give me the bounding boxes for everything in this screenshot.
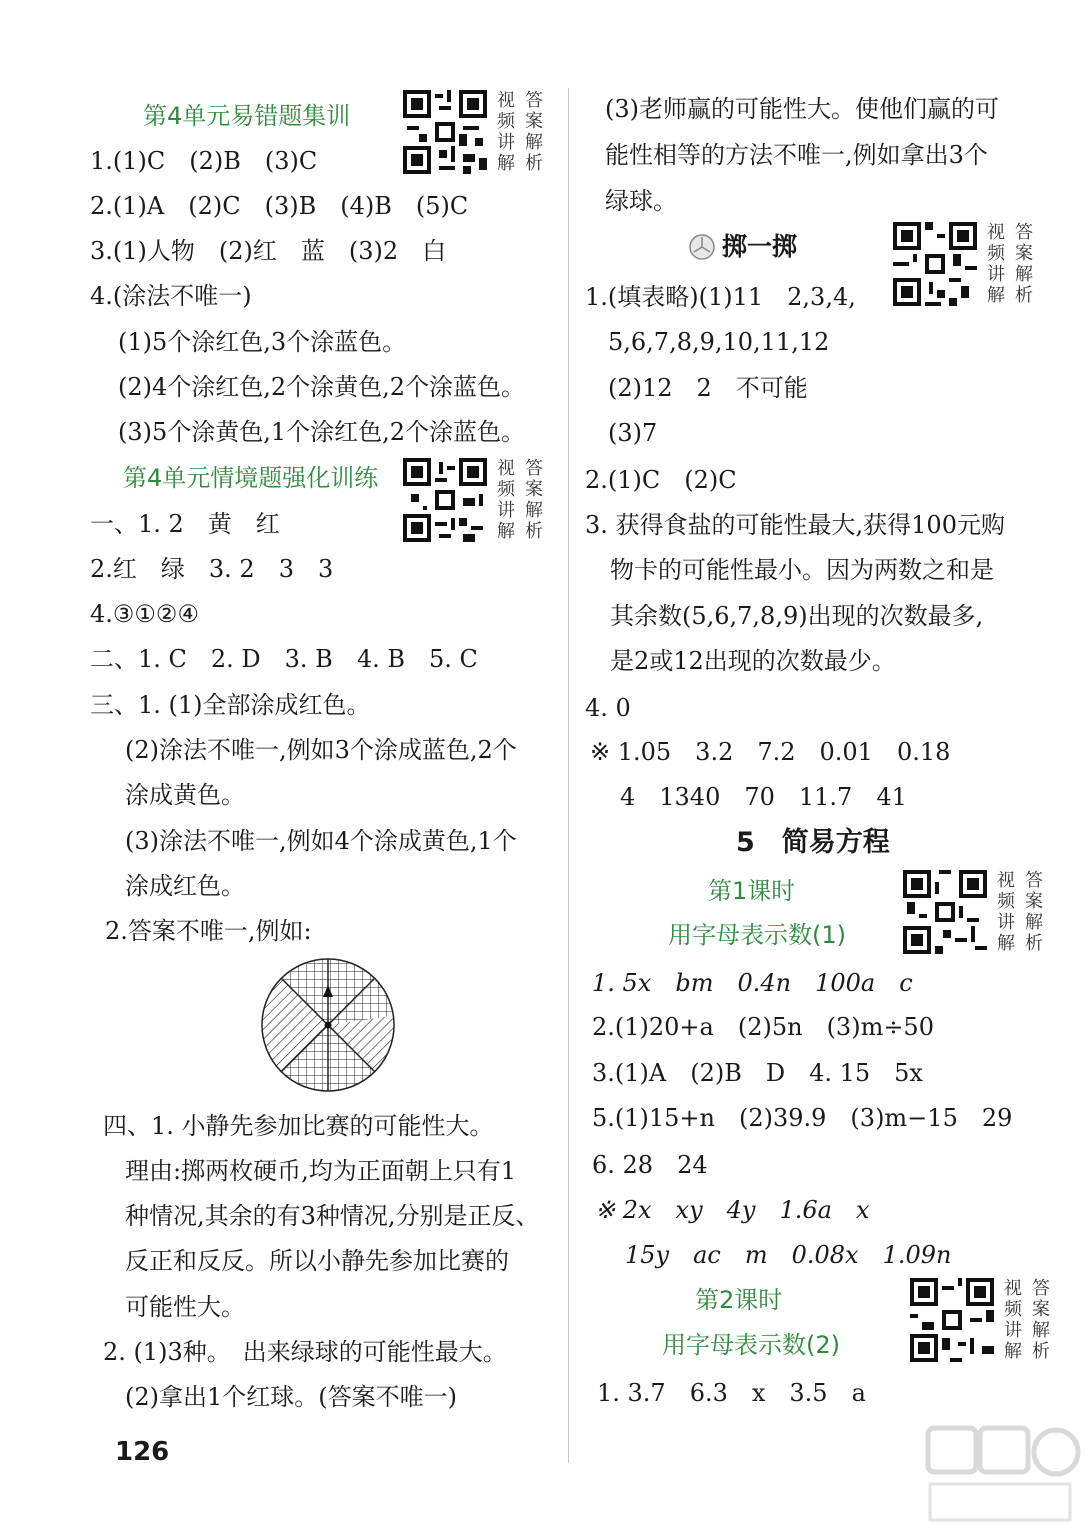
qr-code-block[interactable] bbox=[910, 1278, 1070, 1364]
section-title-scenario-drill: 第4单元情境题强化训练 bbox=[123, 464, 379, 492]
answer-line: 四、1. 小静先参加比赛的可能性大。 bbox=[103, 1112, 494, 1140]
answer-line: 三、1. (1)全部涂成红色。 bbox=[90, 691, 371, 719]
answer-line: 可能性大。 bbox=[125, 1293, 245, 1321]
answer-line: 4 1340 70 11.7 41 bbox=[620, 783, 907, 811]
answer-line: 1. 5x bm 0.4n 100a c bbox=[592, 969, 913, 997]
qr-code-icon[interactable] bbox=[403, 90, 487, 174]
qr-caption: 视 频 讲 解 答 案 解 析 bbox=[497, 458, 543, 542]
section-title-throw-dice: 掷一掷 bbox=[722, 232, 798, 261]
qr-code-block[interactable] bbox=[903, 870, 1063, 956]
answer-line: (2)拿出1个红球。(答案不唯一) bbox=[125, 1383, 457, 1411]
answer-line: 2.(1)C (2)C bbox=[585, 466, 737, 494]
answer-line: 4. 0 bbox=[585, 694, 631, 722]
answer-line: 4.③①②④ bbox=[90, 600, 199, 628]
qr-caption: 视 频 讲 解 答 案 解 析 bbox=[1004, 1278, 1050, 1362]
answer-line: 4.(涂法不唯一) bbox=[90, 282, 252, 310]
answer-line: (3)老师赢的可能性大。使他们赢的可 bbox=[605, 95, 999, 123]
answer-line: ※ 2x xy 4y 1.6a x bbox=[595, 1196, 870, 1224]
answer-line: 1. 3.7 6.3 x 3.5 a bbox=[597, 1379, 866, 1407]
answer-line: (2)涂法不唯一,例如3个涂成蓝色,2个 bbox=[125, 736, 517, 764]
chapter-title: 5 简易方程 bbox=[736, 827, 890, 858]
column-divider bbox=[568, 88, 569, 1463]
watermark-logo bbox=[918, 1420, 1083, 1530]
qr-code-icon[interactable] bbox=[903, 870, 987, 954]
answer-line: 1.(1)C (2)B (3)C bbox=[90, 147, 318, 175]
answer-line: 2.(1)A (2)C (3)B (4)B (5)C bbox=[90, 192, 469, 220]
answer-line: 反正和反反。所以小静先参加比赛的 bbox=[125, 1247, 509, 1275]
answer-line: 是2或12出现的次数最少。 bbox=[610, 647, 896, 675]
page-number: 126 bbox=[115, 1437, 170, 1467]
answer-line: 3.(1)人物 (2)红 蓝 (3)2 白 bbox=[90, 237, 447, 265]
answer-line: (3)7 bbox=[608, 419, 658, 447]
answer-line: 涂成黄色。 bbox=[125, 781, 245, 809]
answer-line: (2)12 2 不可能 bbox=[608, 374, 808, 402]
answer-line: 6. 28 24 bbox=[592, 1151, 708, 1179]
lesson-title: 第1课时 bbox=[708, 877, 796, 905]
answer-line: 种情况,其余的有3种情况,分别是正反、 bbox=[125, 1202, 540, 1230]
qr-caption: 视 频 讲 解 答 案 解 析 bbox=[997, 870, 1043, 954]
answer-line: 2.答案不唯一,例如: bbox=[105, 917, 312, 945]
lesson-subtitle: 用字母表示数(2) bbox=[662, 1331, 840, 1359]
answer-line: 其余数(5,6,7,8,9)出现的次数最多, bbox=[610, 602, 984, 630]
answer-line: 1.(填表略)(1)11 2,3,4, bbox=[585, 283, 856, 311]
qr-code-icon[interactable] bbox=[893, 222, 977, 306]
lesson-title: 第2课时 bbox=[695, 1286, 783, 1314]
answer-line: 一、1. 2 黄 红 bbox=[90, 510, 280, 538]
lesson-subtitle: 用字母表示数(1) bbox=[668, 921, 846, 949]
answer-line: 3. 获得食盐的可能性最大,获得100元购 bbox=[585, 511, 1005, 539]
answer-line: 能性相等的方法不唯一,例如拿出3个 bbox=[605, 141, 988, 169]
answer-line: (3)涂法不唯一,例如4个涂成黄色,1个 bbox=[125, 827, 517, 855]
qr-code-icon[interactable] bbox=[403, 458, 487, 542]
qr-caption: 视 频 讲 解 答 案 解 析 bbox=[497, 90, 543, 174]
answer-line: 绿球。 bbox=[605, 187, 677, 215]
dice-icon bbox=[688, 233, 716, 261]
answer-line: 2. (1)3种。 出来绿球的可能性最大。 bbox=[103, 1338, 507, 1366]
qr-code-block[interactable] bbox=[403, 90, 563, 176]
answer-line: (3)5个涂黄色,1个涂红色,2个涂蓝色。 bbox=[118, 418, 526, 446]
qr-code-icon[interactable] bbox=[910, 1278, 994, 1362]
qr-caption: 视 频 讲 解 答 案 解 析 bbox=[987, 222, 1033, 306]
answer-line: 15y ac m 0.08x 1.09n bbox=[625, 1241, 952, 1269]
qr-code-block[interactable] bbox=[403, 458, 563, 544]
section-title-error-drill: 第4单元易错题集训 bbox=[143, 102, 351, 130]
answer-line: 物卡的可能性最小。因为两数之和是 bbox=[610, 556, 994, 584]
answer-line: 理由:掷两枚硬币,均为正面朝上只有1 bbox=[125, 1157, 516, 1185]
answer-line: 2.红 绿 3. 2 3 3 bbox=[90, 555, 334, 583]
answer-line: (1)5个涂红色,3个涂蓝色。 bbox=[118, 328, 407, 356]
answer-line: 2.(1)20+a (2)5n (3)m÷50 bbox=[592, 1013, 934, 1041]
answer-line: (2)4个涂红色,2个涂黄色,2个涂蓝色。 bbox=[118, 373, 526, 401]
qr-code-block[interactable] bbox=[893, 222, 1053, 308]
answer-line: ※ 1.05 3.2 7.2 0.01 0.18 bbox=[590, 738, 951, 766]
answer-line: 5,6,7,8,9,10,11,12 bbox=[608, 328, 830, 356]
answer-line: 二、1. C 2. D 3. B 4. B 5. C bbox=[90, 645, 478, 673]
answer-line: 3.(1)A (2)B D 4. 15 5x bbox=[592, 1059, 923, 1087]
answer-line: 5.(1)15+n (2)39.9 (3)m−15 29 bbox=[592, 1104, 1013, 1132]
answer-line: 涂成红色。 bbox=[125, 872, 245, 900]
circle-diagram bbox=[258, 955, 398, 1095]
